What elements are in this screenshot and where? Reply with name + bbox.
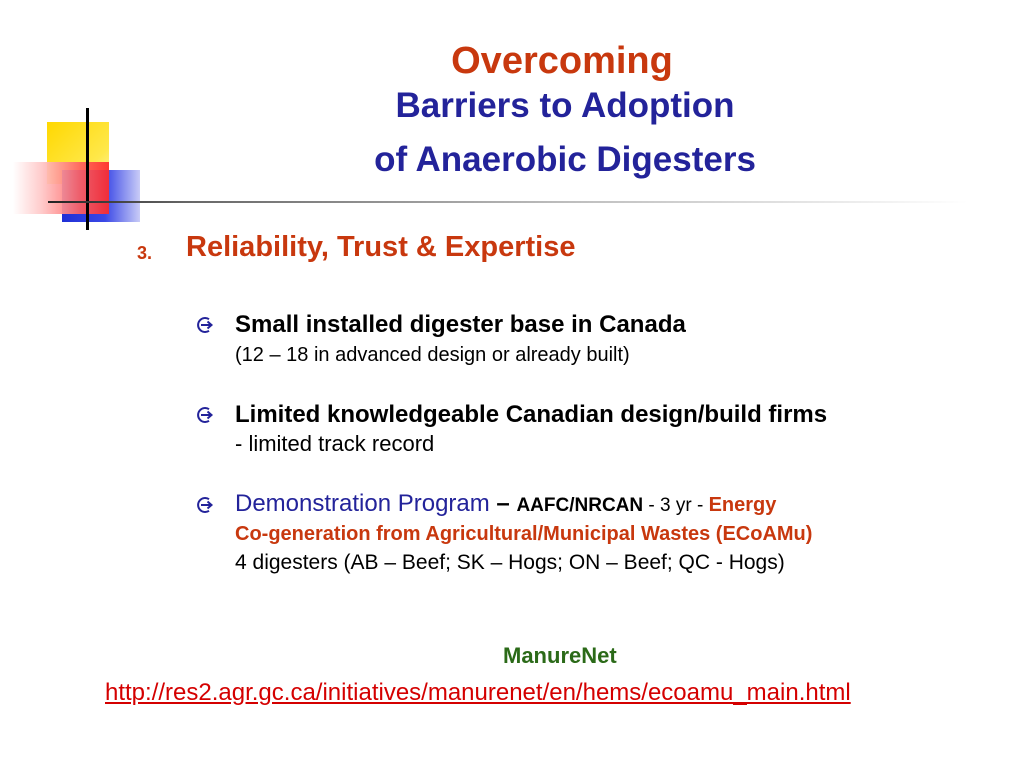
title-divider-line xyxy=(48,201,968,203)
bullet-2-heading: Limited knowledgeable Canadian design/build firms xyxy=(235,401,828,428)
decor-vertical-line xyxy=(86,108,89,230)
agency-label: AAFC/NRCAN xyxy=(516,495,644,516)
bullet-1-heading: Small installed digester base in Canada xyxy=(235,311,686,338)
title-line-overcoming: Overcoming xyxy=(451,40,673,82)
source-link[interactable]: http://res2.agr.gc.ca/initiatives/manurenet/en/hems/ecoamu_main.html xyxy=(105,679,851,706)
title-line-digesters: of Anaerobic Digesters xyxy=(374,140,756,179)
duration-label: - 3 yr - xyxy=(643,495,709,516)
energy-label: Energy xyxy=(708,494,777,516)
source-label: ManureNet xyxy=(503,643,617,668)
decor-red-square xyxy=(13,162,109,214)
bullet-1-detail: (12 – 18 in advanced design or already built) xyxy=(235,344,630,366)
circled-arrow-right-icon xyxy=(196,316,214,334)
bullet-2-detail: - limited track record xyxy=(235,431,435,456)
program-full-name: Co-generation from Agricultural/Municipal Wastes (ECoAMu) xyxy=(235,523,813,545)
section-heading: Reliability, Trust & Expertise xyxy=(186,231,576,263)
dash-separator: – xyxy=(489,490,517,517)
circled-arrow-right-icon xyxy=(196,496,214,514)
section-number: 3. xyxy=(137,243,153,263)
bullet-3-detail: 4 digesters (AB – Beef; SK – Hogs; ON – Beef; QC - Hogs) xyxy=(235,551,785,574)
bullet-3-heading xyxy=(235,490,776,518)
demonstration-program-label: Demonstration Program xyxy=(235,490,490,517)
title-line-barriers: Barriers to Adoption xyxy=(395,86,735,125)
circled-arrow-right-icon xyxy=(196,406,214,424)
